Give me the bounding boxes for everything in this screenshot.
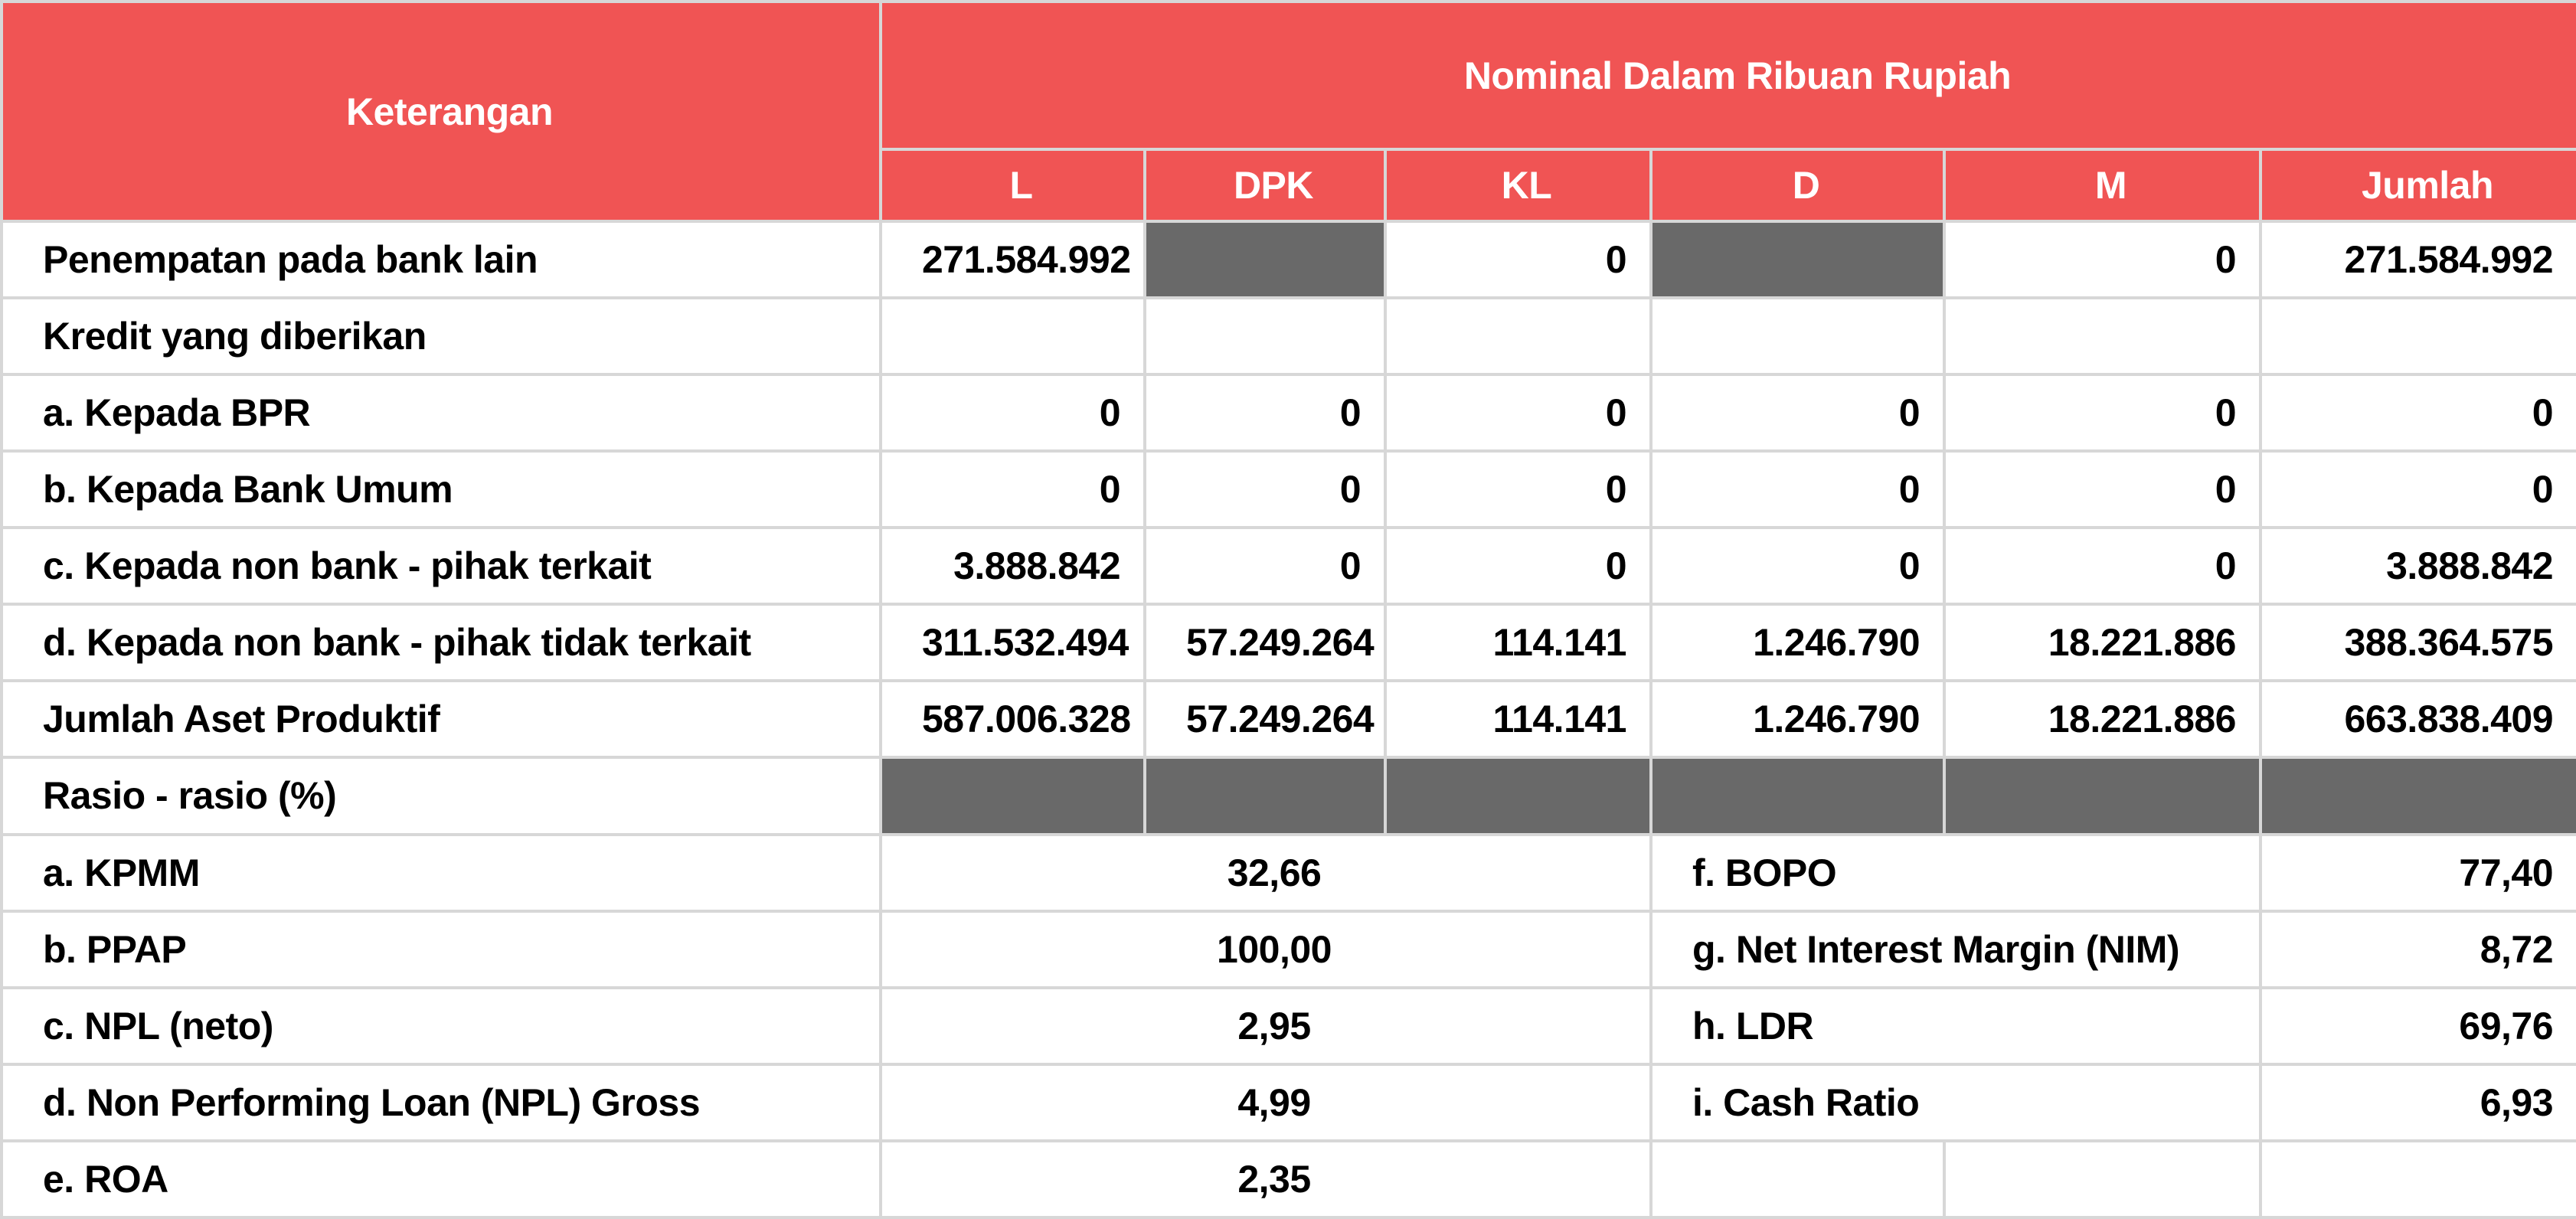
cell-d: 0 [1651,374,1944,451]
ratio-row [2,835,2576,911]
ratio-left-label: e. ROA [2,1141,881,1217]
cell-l: 587.006.328 [881,681,1145,757]
cell-m: 0 [1944,451,2261,528]
cell-m: 0 [1944,528,2261,604]
ratio-left-value: 2,95 [881,988,1651,1064]
cell-jumlah: 388.364.575 [2261,604,2576,681]
table-row-pihak-terkait [2,528,2576,604]
cell-d [1651,298,1944,374]
cell-dpk: 0 [1145,528,1385,604]
column-header-l: L [881,149,1145,221]
cell-m-shaded [1944,757,2261,834]
row-label: Penempatan pada bank lain [2,221,881,298]
ratio-right-empty [1944,1141,2261,1217]
ratio-left-label: a. KPMM [2,835,881,911]
row-label: a. Kepada BPR [2,374,881,451]
row-label: c. Kepada non bank - pihak terkait [2,528,881,604]
header-keterangan [2,2,881,221]
cell-d: 1.246.790 [1651,681,1944,757]
column-header-m: M [1944,149,2261,221]
ratio-left-value: 32,66 [881,835,1651,911]
ratio-row [2,1064,2576,1141]
ratio-right-label: g. Net Interest Margin (NIM) [1651,911,2261,988]
row-label: Kredit yang diberikan [2,298,881,374]
ratio-left-value: 100,00 [881,911,1651,988]
cell-dpk: 0 [1145,374,1385,451]
ratio-right-value: 69,76 [2261,988,2576,1064]
cell-l: 271.584.992 [881,221,1145,298]
header-nominal-label: Nominal Dalam Ribuan Rupiah [1463,54,2012,97]
cell-d: 1.246.790 [1651,604,1944,681]
cell-l: 311.532.494 [881,604,1145,681]
cell-kl-shaded [1385,757,1651,834]
ratio-right-value: 8,72 [2261,911,2576,988]
cell-kl: 114.141 [1385,681,1651,757]
cell-jumlah: 663.838.409 [2261,681,2576,757]
column-header-jumlah: Jumlah [2261,149,2576,221]
cell-dpk: 57.249.264 [1145,681,1385,757]
ratio-left-label: b. PPAP [2,911,881,988]
cell-dpk-shaded [1145,757,1385,834]
header-nominal [881,2,2576,149]
cell-m: 0 [1944,221,2261,298]
ratio-left-value: 4,99 [881,1064,1651,1141]
cell-m: 0 [1944,374,2261,451]
ratio-right-label: i. Cash Ratio [1651,1064,2261,1141]
cell-l: 0 [881,374,1145,451]
ratio-row [2,988,2576,1064]
cell-jumlah: 0 [2261,451,2576,528]
ratio-right-value: 6,93 [2261,1064,2576,1141]
table-row-jumlah-aset [2,681,2576,757]
cell-dpk: 0 [1145,451,1385,528]
cell-l-shaded [881,757,1145,834]
cell-jumlah: 271.584.992 [2261,221,2576,298]
table-row-kepada-bank-umum [2,451,2576,528]
cell-kl: 0 [1385,374,1651,451]
table-row-pihak-tidak-terkait [2,604,2576,681]
cell-kl [1385,298,1651,374]
row-label: d. Kepada non bank - pihak tidak terkait [2,604,881,681]
cell-kl: 114.141 [1385,604,1651,681]
row-label: b. Kepada Bank Umum [2,451,881,528]
column-header-d: D [1651,149,1944,221]
cell-l: 3.888.842 [881,528,1145,604]
cell-kl: 0 [1385,451,1651,528]
ratio-row [2,1141,2576,1217]
cell-m: 18.221.886 [1944,681,2261,757]
cell-jumlah: 0 [2261,374,2576,451]
ratio-row [2,911,2576,988]
cell-jumlah [2261,298,2576,374]
ratio-left-value: 2,35 [881,1141,1651,1217]
column-header-dpk: DPK [1145,149,1385,221]
ratio-right-label: f. BOPO [1651,835,2261,911]
table-row-kredit [2,298,2576,374]
ratio-right-label: h. LDR [1651,988,2261,1064]
cell-jumlah: 3.888.842 [2261,528,2576,604]
cell-d: 0 [1651,451,1944,528]
cell-dpk [1145,298,1385,374]
ratio-right-label [1651,1141,1944,1217]
cell-d-shaded [1651,221,1944,298]
ratio-left-label: d. Non Performing Loan (NPL) Gross [2,1064,881,1141]
cell-dpk: 57.249.264 [1145,604,1385,681]
cell-d-shaded [1651,757,1944,834]
header-keterangan-label: Keterangan [345,90,554,133]
cell-kl: 0 [1385,528,1651,604]
cell-kl: 0 [1385,221,1651,298]
cell-m: 18.221.886 [1944,604,2261,681]
table-row-penempatan [2,221,2576,298]
cell-jumlah-shaded [2261,757,2576,834]
row-label: Rasio - rasio (%) [2,757,881,834]
cell-l: 0 [881,451,1145,528]
cell-dpk-shaded [1145,221,1385,298]
cell-d: 0 [1651,528,1944,604]
cell-l [881,298,1145,374]
table-row-rasio-header [2,757,2576,834]
ratio-right-value: 77,40 [2261,835,2576,911]
row-label: Jumlah Aset Produktif [2,681,881,757]
cell-m [1944,298,2261,374]
column-header-kl: KL [1385,149,1651,221]
ratio-right-value [2261,1141,2576,1217]
table-row-kepada-bpr [2,374,2576,451]
ratio-left-label: c. NPL (neto) [2,988,881,1064]
